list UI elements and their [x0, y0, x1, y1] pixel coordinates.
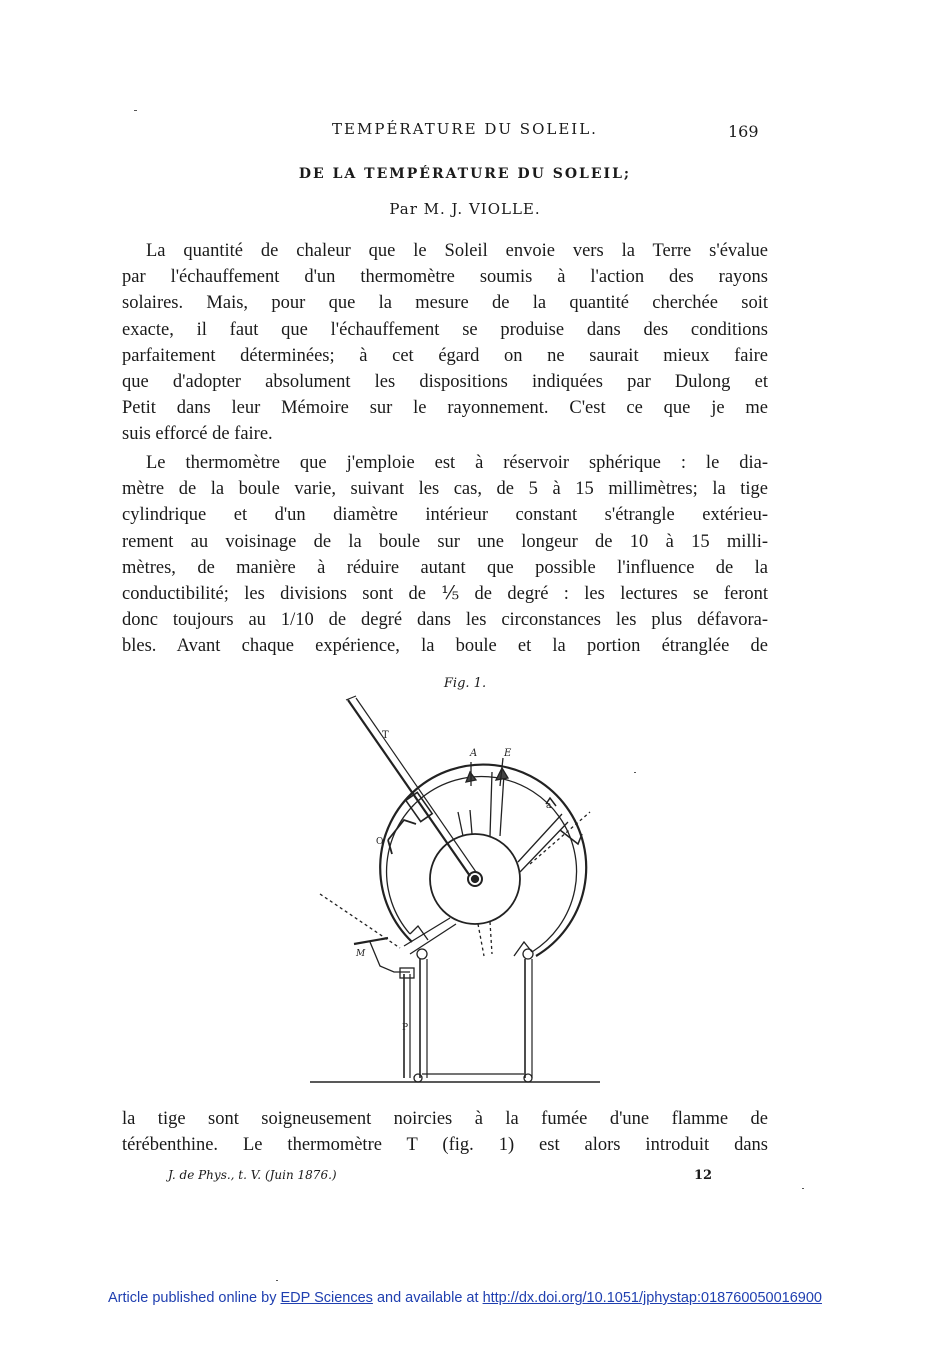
clamp	[400, 968, 414, 978]
letter-P: P	[402, 1023, 409, 1033]
text-line: parfaitement déterminées; à cet égard on ne saurait mieux faire	[122, 345, 768, 366]
paragraph-1	[122, 238, 768, 448]
letter-a: a	[546, 801, 552, 811]
partition-upper	[458, 810, 472, 836]
figure-label: Fig. 1.	[443, 676, 487, 691]
letter-M: M	[356, 949, 366, 959]
text-line: solaires. Mais, pour que la mesure de la quantité cherchée soit	[122, 293, 768, 314]
text-line: par l'échauffement d'un thermomètre soumis à l'action des rayons	[122, 267, 768, 288]
text-line: rement au voisinage de la boule sur une longeur de 10 à 15 milli-	[122, 531, 768, 552]
page-number: 169	[728, 122, 759, 141]
text-line: conductibilité; les divisions sont de ⅕ de degré : les lectures se feront	[122, 583, 768, 604]
partition-right	[518, 814, 568, 872]
scan-speck	[276, 1280, 278, 1281]
text-line: cylindrique et d'un diamètre intérieur constant s'étrangle extérieu-	[122, 505, 768, 526]
text-line: mètres, de manière à réduire autant que possible l'influence de la	[122, 557, 768, 578]
text-line: suis efforcé de faire.	[122, 424, 273, 445]
scan-speck	[634, 772, 636, 773]
bulb-center	[472, 876, 479, 883]
support-joint-right	[523, 949, 533, 959]
article-title: DE LA TEMPÉRATURE DU SOLEIL;	[298, 166, 632, 182]
paragraph-3	[122, 1106, 768, 1158]
doi-link[interactable]: http://dx.doi.org/10.1051/jphystap:018760050016900	[482, 1290, 822, 1306]
letter-O: O	[376, 837, 384, 847]
letter-E: E	[504, 748, 512, 759]
figure-1-apparatus	[300, 694, 610, 1089]
flap-o	[388, 820, 416, 854]
text-line: bles. Avant chaque expérience, la boule et la portion étranglée de	[122, 636, 768, 657]
thermometer-stem	[348, 700, 470, 876]
publisher-link[interactable]: EDP Sciences	[280, 1290, 373, 1306]
online-middle: and available at	[372, 1290, 483, 1306]
text-line: exacte, il faut que l'échauffement se produise dans des conditions	[122, 319, 768, 340]
text-line: térébenthine. Le thermomètre T (fig. 1) est alors introduit dans	[122, 1135, 768, 1156]
partition-lowleft	[404, 918, 456, 954]
journal-citation: J. de Phys., t. V. (Juin 1876.)	[168, 1168, 337, 1182]
scan-speck	[134, 110, 137, 111]
text-line: Le thermomètre que j'emploie est à réservoir sphérique : le dia-	[146, 453, 768, 473]
online-notice	[0, 1290, 930, 1306]
partition-bottom	[478, 922, 492, 956]
letter-A: A	[470, 748, 478, 759]
paragraph-2	[122, 450, 768, 660]
support-joint-left	[417, 949, 427, 959]
thermometer-stem-edge	[356, 698, 476, 872]
online-prefix: Article published online by	[108, 1290, 281, 1306]
sight-line	[320, 894, 400, 948]
letter-T: T	[382, 730, 389, 741]
running-title: TEMPÉRATURE DU SOLEIL.	[332, 120, 598, 138]
article-author: Par M. J. VIOLLE.	[389, 200, 541, 218]
text-line: que d'adopter absolument les dispositions indiquées par Dulong et	[122, 371, 768, 392]
thermometer-collar	[406, 792, 432, 821]
text-line: donc toujours au 1/10 de degré dans les circonstances les plus défavora-	[122, 610, 768, 631]
text-line: Petit dans leur Mémoire sur le rayonnement. C'est ce que je me	[122, 398, 768, 419]
text-line: mètre de la boule varie, suivant les cas, de 5 à 15 millimètres; la tige	[122, 479, 768, 500]
scan-speck	[802, 1188, 804, 1189]
signature-mark: 12	[694, 1168, 713, 1183]
text-line: La quantité de chaleur que le Soleil envoie vers la Terre s'évalue	[146, 241, 768, 261]
partition-top	[490, 772, 504, 836]
outer-ring-edge	[380, 765, 586, 956]
text-line: la tige sont soigneusement noircies à la fumée d'une flamme de	[122, 1109, 768, 1129]
